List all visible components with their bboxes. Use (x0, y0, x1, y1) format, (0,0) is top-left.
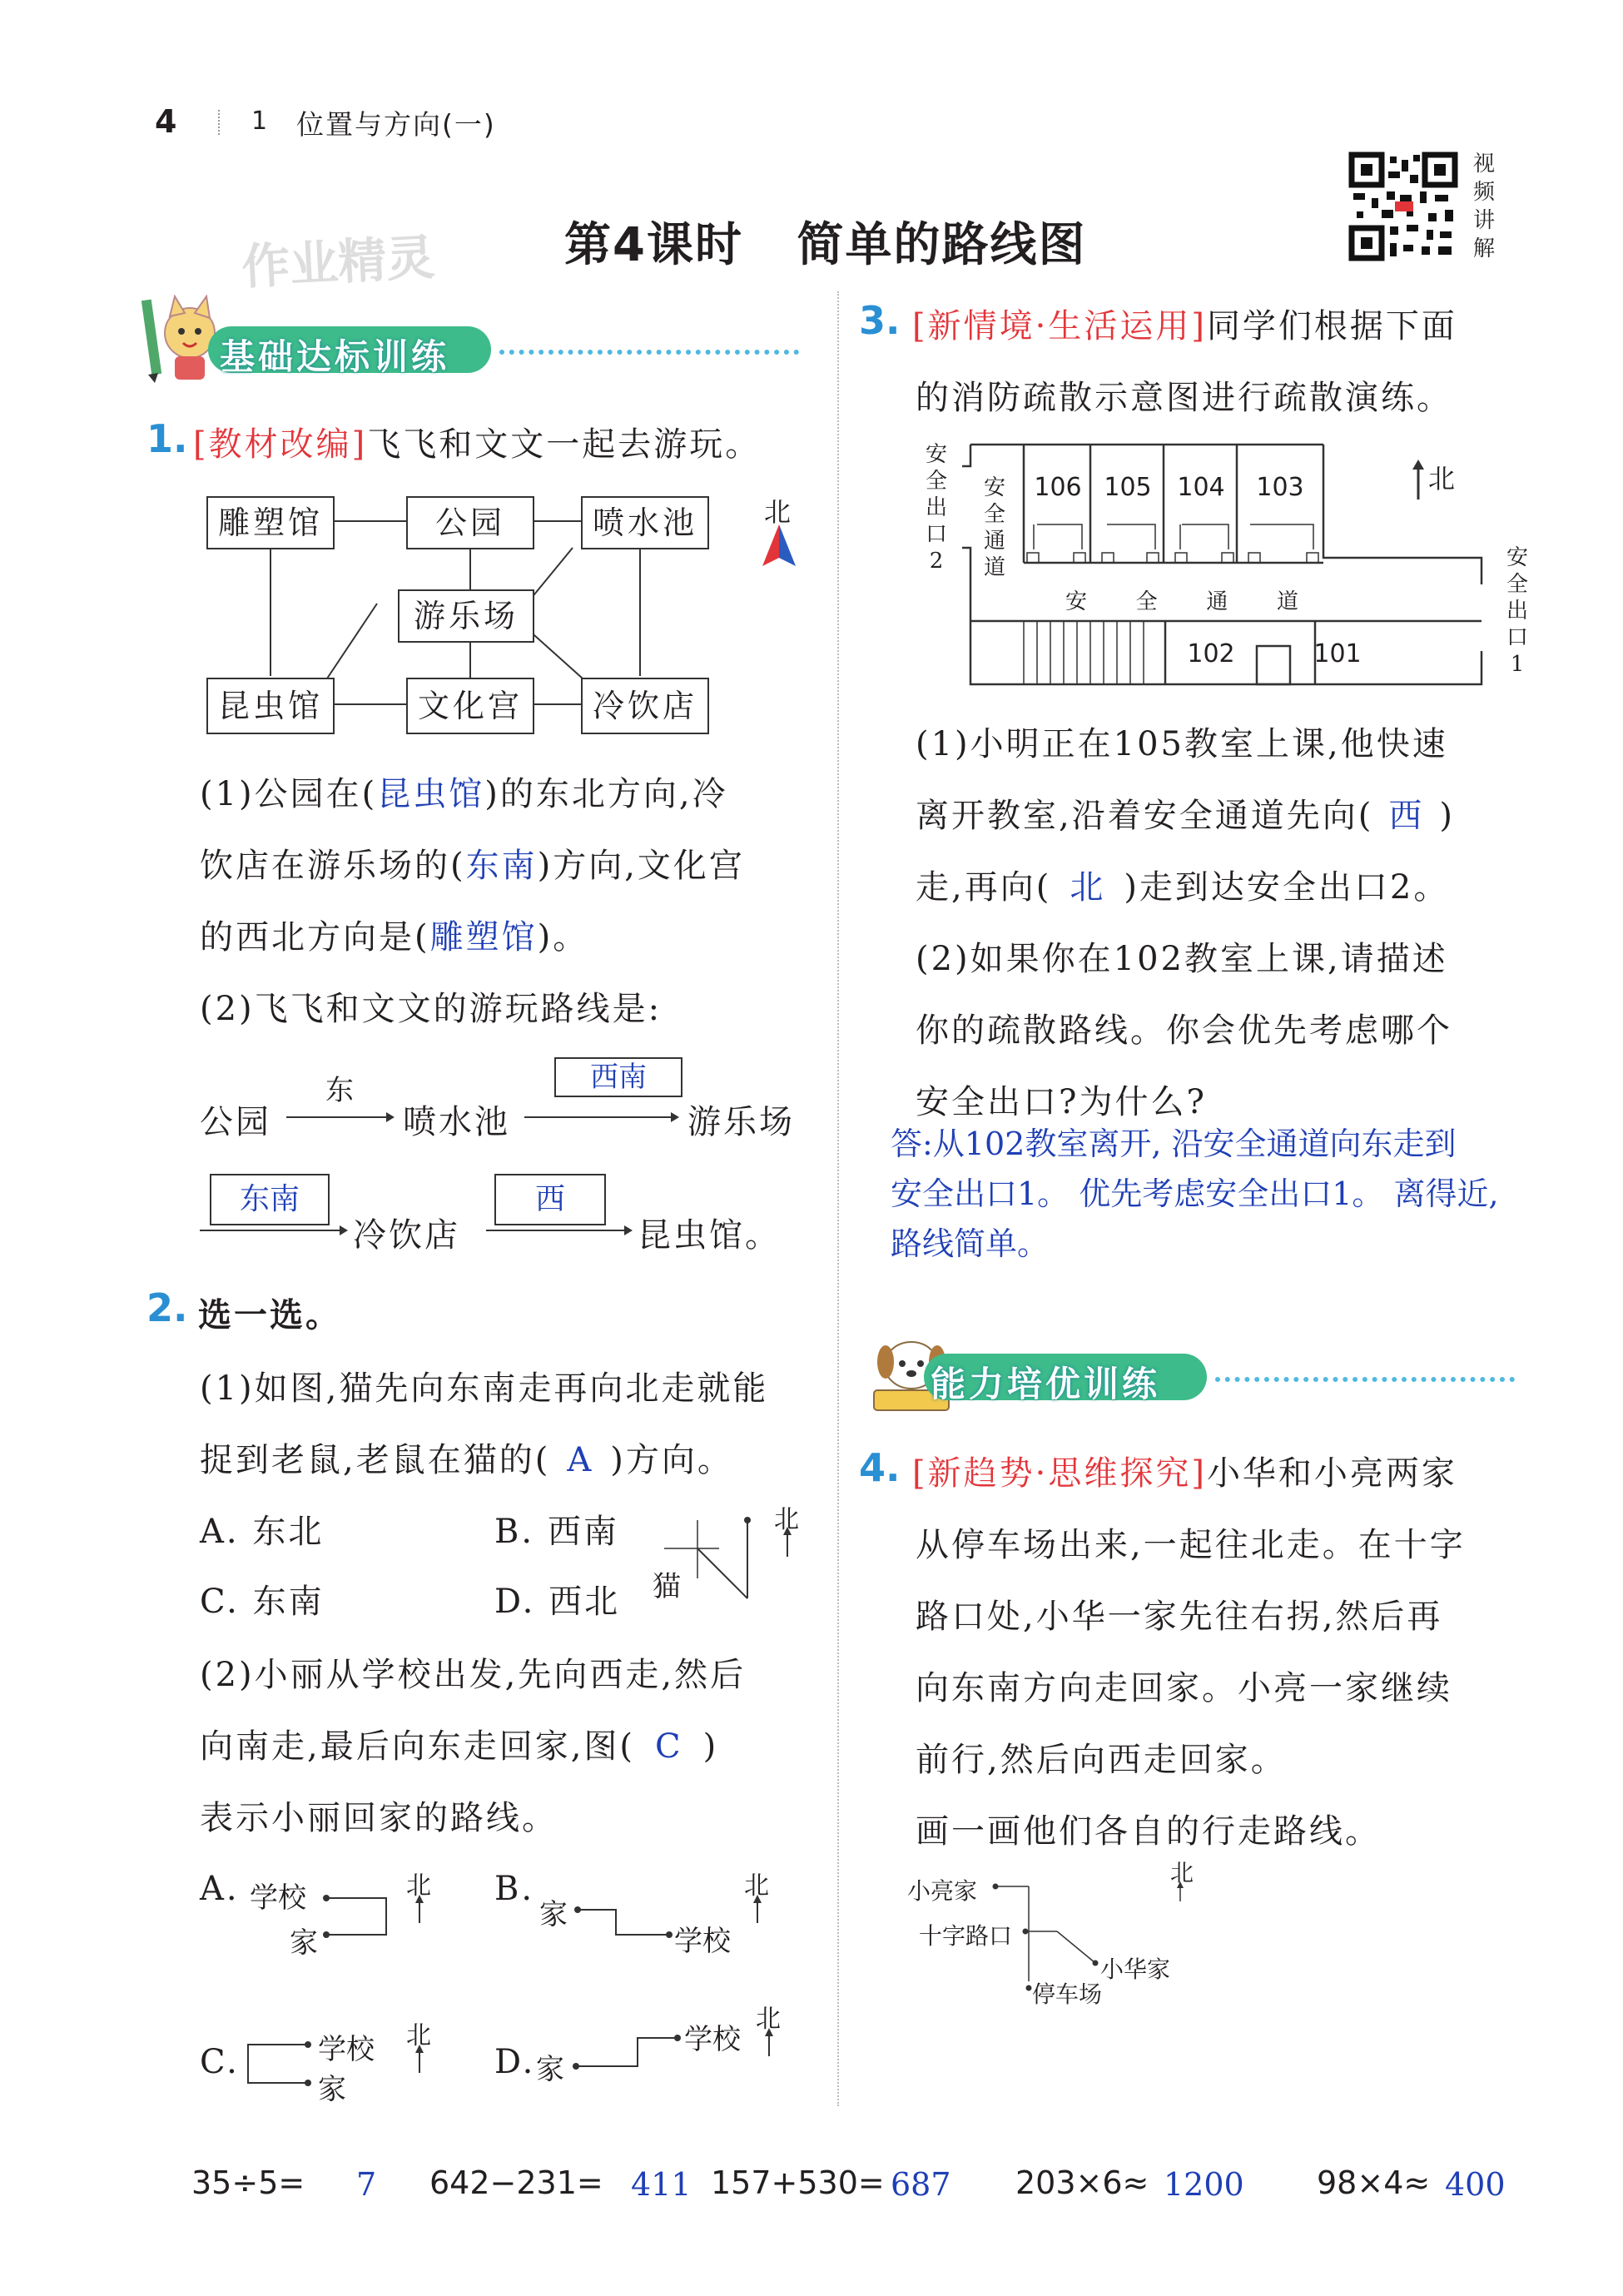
route-dir-east: 东 (325, 1074, 354, 1107)
q1-part2-stem: (2)飞飞和文文的游玩路线是: (200, 990, 663, 1028)
route-amusement: 游乐场 (687, 1103, 795, 1141)
exit-1-label-text: 安 全 出 口 1 (1506, 545, 1528, 677)
unit-title: 位置与方向(一) (296, 108, 496, 141)
place-culture: 文化宫 (406, 678, 534, 734)
parking-label: 停车场 (1032, 1980, 1103, 2008)
pencil-mascot-icon (141, 291, 221, 386)
question-3-tag: [新情境·生活运用] (912, 307, 1207, 345)
room-101: 101 (1313, 639, 1362, 668)
question-3-number: 3. (859, 298, 901, 343)
question-2-number: 2. (146, 1285, 188, 1330)
qr-caption: 视 频 讲 解 (1472, 152, 1495, 261)
route-dir-southwest: 西南 (554, 1057, 682, 1097)
place-drinks: 冷饮店 (581, 678, 709, 734)
section-banner-basic: 基础达标训练 (208, 326, 491, 373)
qr-code[interactable] (1348, 152, 1458, 261)
place-amusement: 游乐场 (398, 589, 534, 643)
crossroad-label: 十字路口 (919, 1922, 1013, 1950)
q2-figure-b[interactable]: B. 家 学校 北 (494, 1870, 769, 1958)
q3-answer-text: 答:从102教室离开, 沿安全通道向东走到 安全出口1。 优先考虑安全出口1。 离得近, 路线简单。 (891, 1126, 1499, 1262)
corridor-horizontal-label: 安 全 通 道 (1065, 589, 1298, 614)
question-4-number: 4. (859, 1445, 901, 1490)
q1-part1-line3: 的西北方向是(雕塑馆)。 (200, 918, 589, 957)
q4-north-label: 北 (1170, 1859, 1194, 1886)
footer-answer-5: 400 (1445, 2166, 1506, 2203)
q2-cat-figure (653, 1498, 811, 1607)
route-park: 公园 (200, 1103, 271, 1141)
lesson-title: 第4课时 简单的路线图 (564, 218, 1087, 272)
section-divider-dots-2 (1215, 1377, 1515, 1382)
q4-route-figure (907, 1859, 1207, 2015)
question-3-stem: [新情境·生活运用]同学们根据下面 (912, 307, 1457, 345)
route-arrow-4 (486, 1224, 633, 1240)
route-dir-west: 西 (494, 1174, 606, 1225)
q1-map (206, 491, 856, 741)
q2-answer-1: A (567, 1441, 594, 1479)
q2-option-b[interactable]: B. 西南 (494, 1513, 619, 1551)
question-2-stem: 选一选。 (198, 1296, 341, 1334)
q2-part1-line2: 捉到老鼠,老鼠在猫的( A )方向。 (200, 1441, 733, 1479)
cat-label: 猫 (653, 1570, 681, 1603)
q3-part1-line1: (1)小明正在105教室上课,他快速 (916, 725, 1448, 763)
place-fountain: 喷水池 (581, 496, 709, 549)
q4-line4: 前行,然后向西走回家。 (916, 1741, 1287, 1779)
room-105: 105 (1104, 473, 1152, 502)
q2-option-d[interactable]: D. 西北 (494, 1583, 621, 1621)
q4-line5: 画一画他们各自的行走路线。 (916, 1812, 1381, 1851)
q2-part2-line3: 表示小丽回家的路线。 (200, 1799, 558, 1837)
q3-floor-plan (924, 441, 1498, 691)
q1-answer-3: 雕塑馆 (429, 918, 538, 957)
room-106: 106 (1034, 473, 1082, 502)
room-104: 104 (1177, 473, 1225, 502)
question-1-stem (193, 418, 761, 465)
q2-option-a[interactable]: A. 东北 (200, 1513, 325, 1551)
question-4-tag: [新趋势·思维探究] (912, 1454, 1207, 1493)
q2-option-c[interactable]: C. 东南 (200, 1583, 325, 1621)
q3-part1-line3: 走,再向( 北 )走到达安全出口2。 (916, 868, 1450, 907)
q3-part1-line2: 离开教室,沿着安全通道先向( 西 ) (916, 797, 1455, 835)
cat-fig-north: 北 (774, 1505, 799, 1534)
north-arrow-icon (761, 524, 797, 569)
q1-part1-line2: 饮店在游乐场的(东南)方向,文化宫 (200, 847, 745, 885)
q1-answer-1: 昆虫馆 (377, 775, 485, 813)
q2-answer-2: C (655, 1727, 683, 1766)
page-number: 4 (155, 103, 177, 140)
q1-answer-2: 东南 (465, 847, 538, 885)
route-drinks: 冷饮店 (353, 1216, 460, 1255)
question-4-stem: [新趋势·思维探究]小华和小亮两家 (912, 1454, 1457, 1493)
footer-answer-1: 7 (356, 2166, 377, 2203)
exit-2-label: 安 全 出 口 2 (925, 442, 947, 574)
footer-answer-2: 411 (631, 2166, 692, 2203)
corridor-vertical-label: 安 全 通 道 (983, 475, 1005, 580)
question-1-number: 1. (146, 416, 188, 461)
q3-answer-2: 北 (1070, 868, 1106, 907)
route-arrow-2 (524, 1111, 679, 1127)
question-1-text: 飞飞和文文一起去游玩。 (367, 425, 762, 464)
q2-part2-line2: 向南走,最后向东走回家,图( C ) (200, 1727, 719, 1766)
room-103: 103 (1256, 473, 1304, 502)
question-3-stem-line2: 的消防疏散示意图进行疏散演练。 (916, 379, 1452, 417)
unit-number: 1 (251, 107, 268, 136)
place-sculpture: 雕塑馆 (206, 496, 335, 549)
route-arrow-3 (200, 1224, 348, 1240)
route-fountain: 喷水池 (403, 1103, 510, 1141)
q2-part2-line1: (2)小丽从学校出发,先向西走,然后 (200, 1656, 747, 1694)
plan-north-label: 北 (1428, 463, 1456, 494)
section-divider-dots (499, 350, 799, 355)
route-dir-southeast: 东南 (210, 1174, 330, 1225)
route-arrow-1 (286, 1111, 395, 1127)
xiaohua-home-label: 小华家 (1100, 1956, 1171, 1983)
q3-part2-line1: (2)如果你在102教室上课,请描述 (916, 940, 1448, 978)
q2-part1-line1: (1)如图,猫先向东南走再向北走就能 (200, 1369, 769, 1408)
q1-north-label: 北 (764, 496, 792, 528)
route-insect: 昆虫馆。 (638, 1216, 781, 1255)
q2-figure-c[interactable]: C. 学校 家 北 (200, 2021, 431, 2106)
q3-part2-line3: 安全出口?为什么? (916, 1083, 1207, 1121)
place-insect: 昆虫馆 (206, 678, 335, 734)
room-102: 102 (1187, 639, 1235, 668)
q2-figure-a[interactable]: A. 学校 家 北 (200, 1870, 431, 1960)
q2-figure-d[interactable]: D. 家 学校 北 (494, 2005, 781, 2086)
q4-line3: 向东南方向走回家。小亮一家继续 (916, 1669, 1452, 1707)
question-1-tag: [教材改编] (193, 425, 368, 464)
q3-answer-1: 西 (1388, 797, 1425, 835)
watermark: 作业精灵 (240, 228, 436, 296)
section-banner-advanced: 能力培优训练 (924, 1354, 1207, 1400)
footer-answer-3: 687 (891, 2166, 951, 2203)
q3-part2-line2: 你的疏散路线。你会优先考虑哪个 (916, 1011, 1452, 1050)
place-park: 公园 (406, 496, 534, 549)
q4-line1: 从停车场出来,一起往北走。在十字 (916, 1526, 1466, 1564)
footer-bar: 35÷5= 7 642−231= 411 157+530= 687 203×6≈ 1200 98×4≈ 400 (191, 2164, 1506, 2203)
q4-line2: 路口处,小华一家先往右拐,然后再 (916, 1598, 1443, 1636)
q1-part1-line1: (1)公园在(昆虫馆)的东北方向,冷 (200, 775, 728, 813)
footer-answer-4: 1200 (1164, 2166, 1244, 2203)
xiaoliang-home-label: 小亮家 (907, 1877, 978, 1905)
header-separator (218, 110, 221, 135)
